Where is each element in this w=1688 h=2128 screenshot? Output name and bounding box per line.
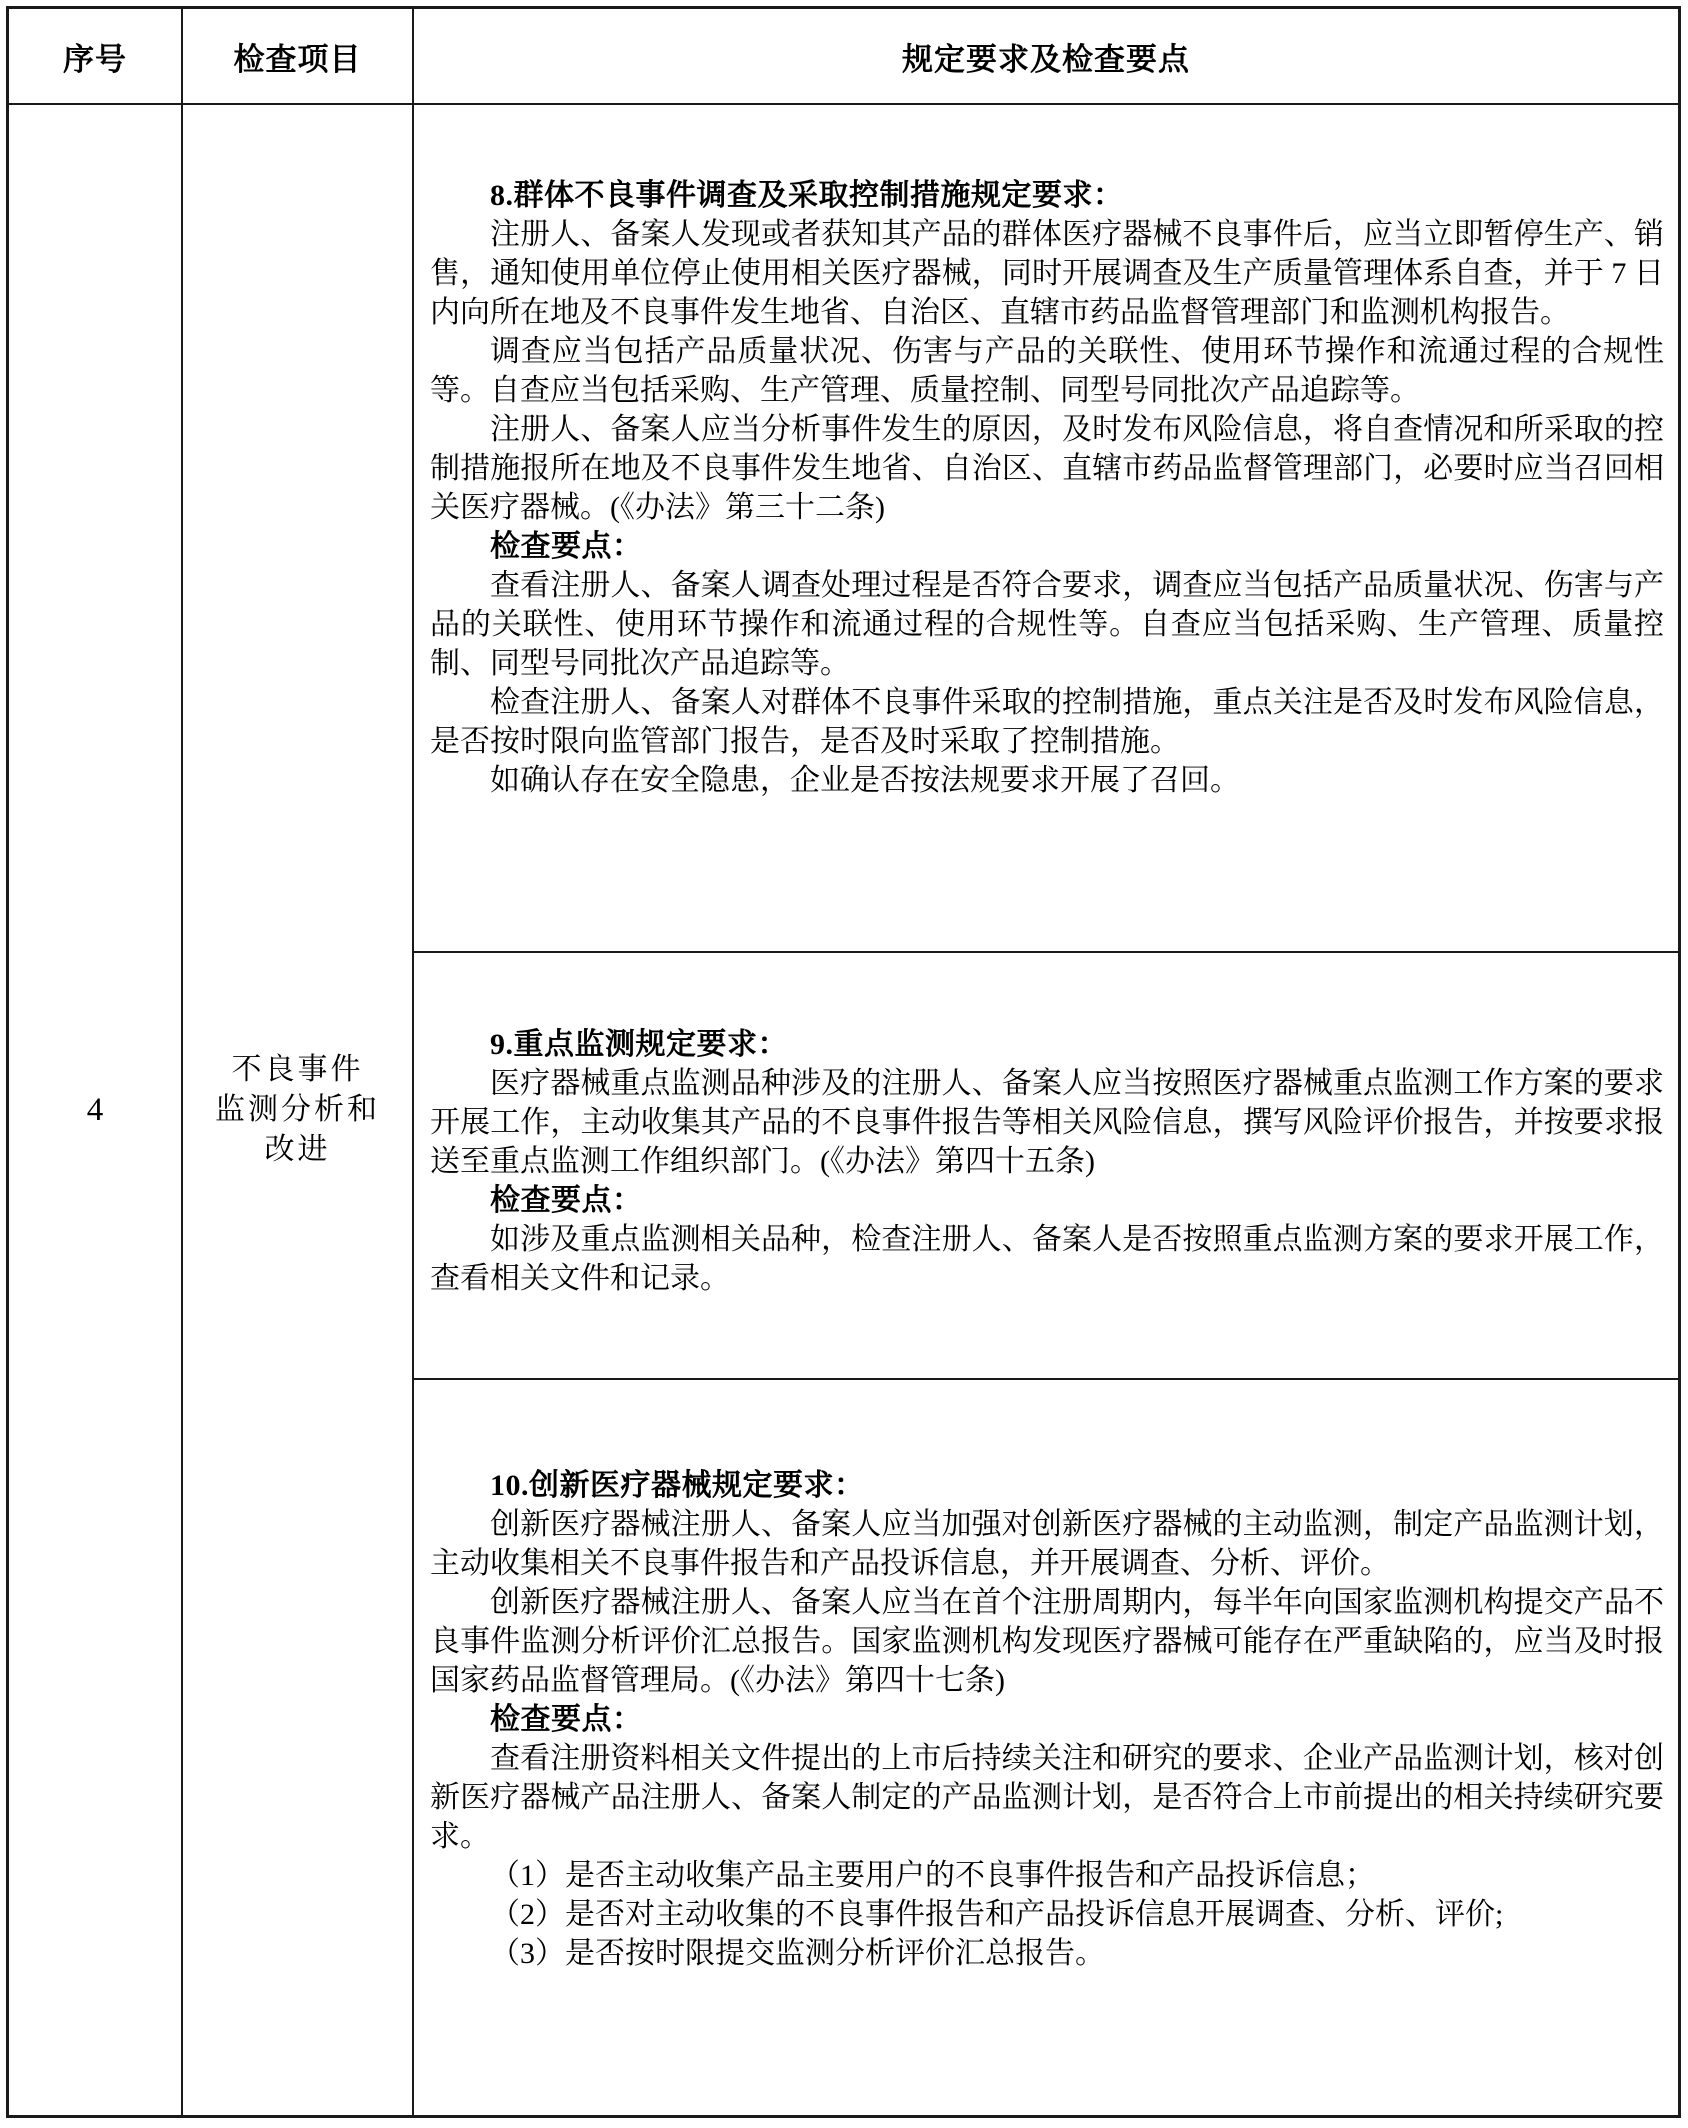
- inspection-checklist-table: [6, 6, 1681, 2118]
- header-inspection-item: 检查项目: [183, 9, 414, 105]
- inspection-item-label: [215, 1050, 380, 1170]
- paragraph: 创新医疗器械注册人、备案人应当加强对创新医疗器械的主动监测，制定产品监测计划，主动收集相关不良事件报告和产品投诉信息，并开展调查、分析、评价。: [430, 1508, 1664, 1580]
- section-9-key-monitoring: [414, 953, 1678, 1380]
- paragraph: 查看注册资料相关文件提出的上市后持续关注和研究的要求、企业产品监测计划，核对创新医疗器械产品注册人、备案人制定的产品监测计划，是否符合上市前提出的相关持续研究要求。: [430, 1742, 1664, 1853]
- section-title: 8.群体不良事件调查及采取控制措施规定要求：: [490, 179, 1124, 212]
- paragraph: （3）是否按时限提交监测分析评价汇总报告。: [490, 1937, 1105, 1970]
- item-line: 监测分析和: [215, 1093, 380, 1126]
- serial-number-cell: [9, 105, 183, 2115]
- paragraph: 注册人、备案人应当分析事件发生的原因，及时发布风险信息，将自查情况和所采取的控制措施报所在地及不良事件发生地省、自治区、直辖市药品监督管理部门，必要时应当召回相关医疗器械。(《办法》第三十二条): [430, 413, 1664, 524]
- section-8-group-adverse-events: [414, 105, 1678, 953]
- paragraph: 调查应当包括产品质量状况、伤害与产品的关联性、使用环节操作和流通过程的合规性等。自查应当包括采购、生产管理、质量控制、同型号同批次产品追踪等。: [430, 335, 1664, 407]
- requirements-cell: [414, 105, 1678, 2115]
- paragraph: （1）是否主动收集产品主要用户的不良事件报告和产品投诉信息；: [490, 1859, 1375, 1892]
- item-line: 不良事件: [231, 1053, 364, 1086]
- paragraph: 创新医疗器械注册人、备案人应当在首个注册周期内，每半年向国家监测机构提交产品不良事件监测分析评价汇总报告。国家监测机构发现医疗器械可能存在严重缺陷的，应当及时报国家药品监督管理局。(《办法》第四十七条): [430, 1586, 1664, 1697]
- section-title: 9.重点监测规定要求：: [490, 1028, 788, 1061]
- section-10-innovative-devices: [414, 1380, 1678, 2115]
- paragraph: 医疗器械重点监测品种涉及的注册人、备案人应当按照医疗器械重点监测工作方案的要求开展工作，主动收集其产品的不良事件报告等相关风险信息，撰写风险评价报告，并按要求报送至重点监测工作组织部门。(《办法》第四十五条): [430, 1067, 1664, 1178]
- paragraph: 查看注册人、备案人调查处理过程是否符合要求，调查应当包括产品质量状况、伤害与产品的关联性、使用环节操作和流通过程的合规性等。自查应当包括采购、生产管理、质量控制、同型号同批次产品追踪等。: [430, 569, 1664, 680]
- check-points-title: 检查要点：: [490, 530, 643, 563]
- paragraph: （2）是否对主动收集的不良事件报告和产品投诉信息开展调查、分析、评价;: [490, 1898, 1504, 1931]
- paragraph: 注册人、备案人发现或者获知其产品的群体医疗器械不良事件后，应当立即暂停生产、销售，通知使用单位停止使用相关医疗器械，同时开展调查及生产质量管理体系自查，并于 7 日内向所在地及不良事件发生地省、自治区、直辖市药品监督管理部门和监测机构报告。: [430, 218, 1664, 329]
- section-title: 10.创新医疗器械规定要求：: [490, 1469, 865, 1502]
- header-requirements: 规定要求及检查要点: [414, 9, 1678, 105]
- paragraph: 如涉及重点监测相关品种，检查注册人、备案人是否按照重点监测方案的要求开展工作，查看相关文件和记录。: [430, 1223, 1664, 1295]
- check-points-title: 检查要点：: [490, 1703, 643, 1736]
- item-line: 改进: [264, 1133, 331, 1166]
- inspection-item-cell: [183, 105, 414, 2115]
- check-points-title: 检查要点：: [490, 1184, 643, 1217]
- paragraph: 检查注册人、备案人对群体不良事件采取的控制措施，重点关注是否及时发布风险信息，是否按时限向监管部门报告，是否及时采取了控制措施。: [430, 686, 1664, 758]
- paragraph: 如确认存在安全隐患，企业是否按法规要求开展了召回。: [490, 764, 1240, 797]
- header-serial-number: 序号: [9, 9, 183, 105]
- serial-number-value: 4: [86, 1091, 104, 1128]
